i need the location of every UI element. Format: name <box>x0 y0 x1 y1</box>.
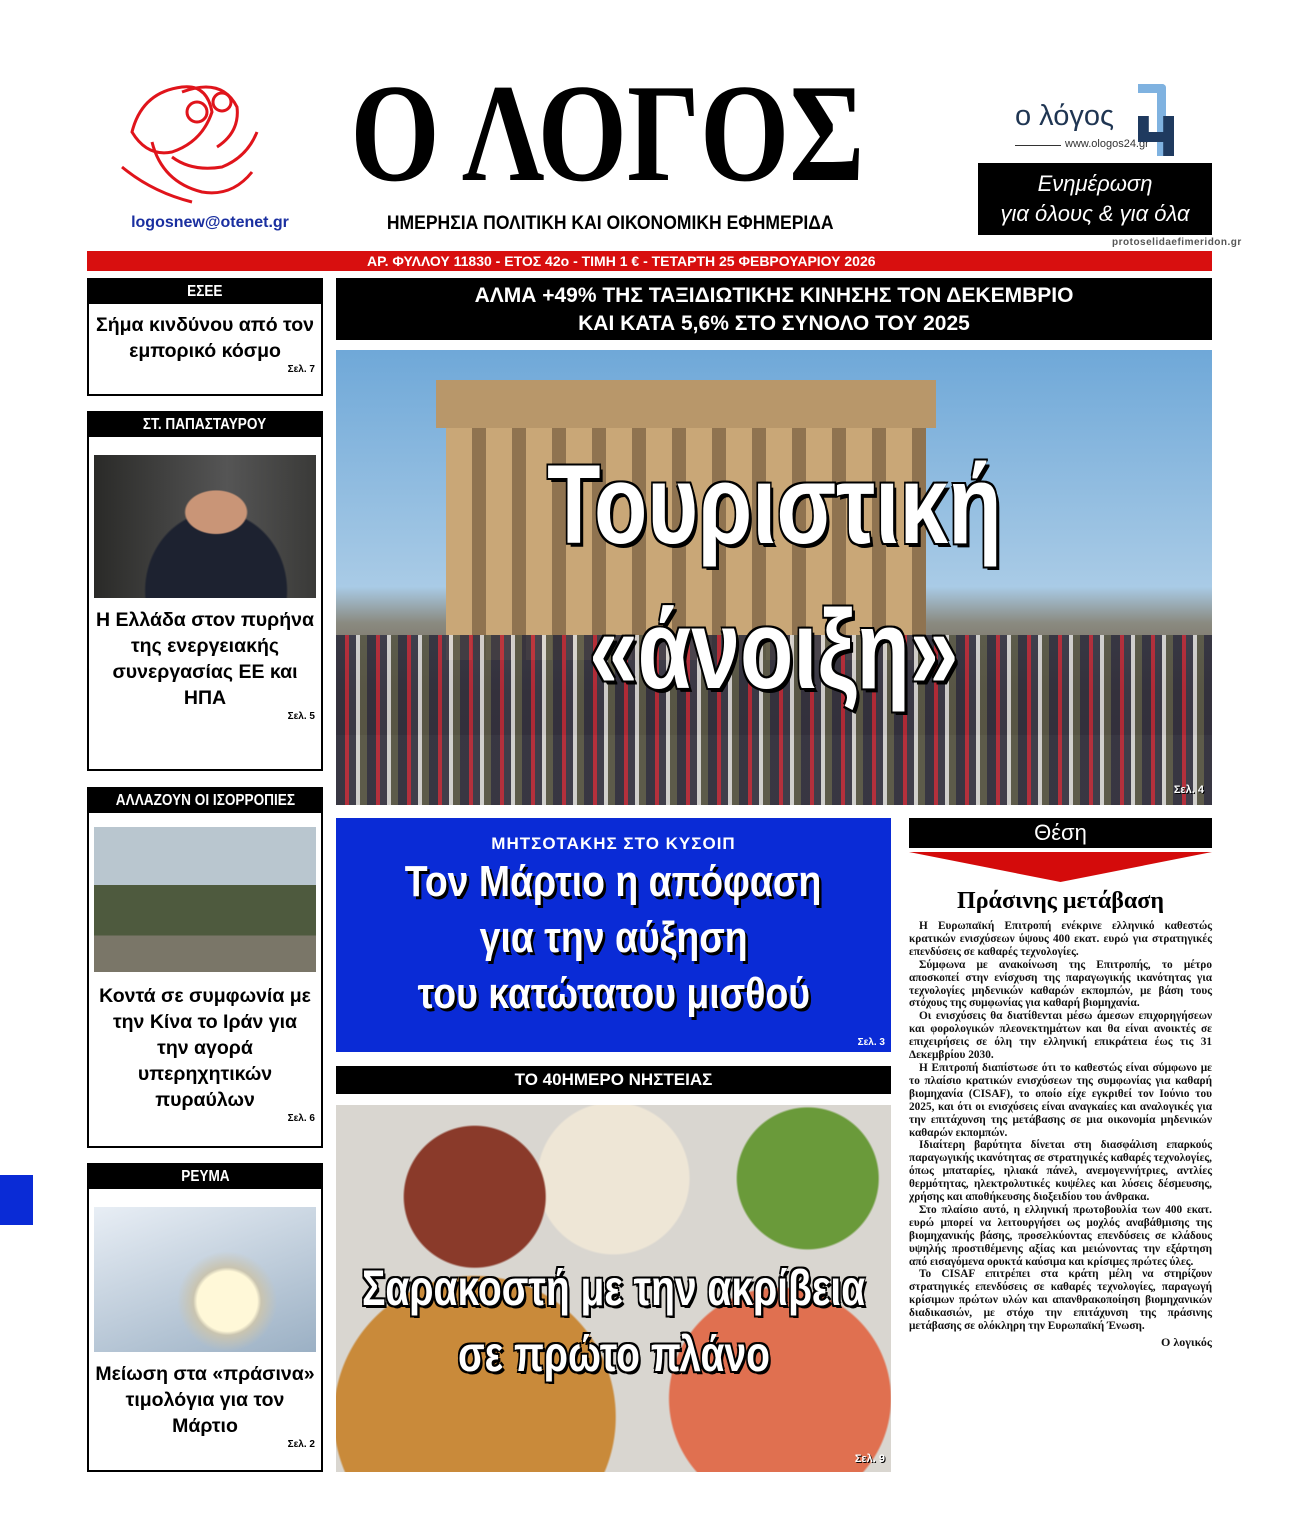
food-headline-line-2: σε πρώτο πλάνο <box>457 1326 770 1382</box>
paragraph: Σύμφωνα με ανακοίνωση της Επιτροπής, το μέτρο αποσκοπεί στην ενίσχυση της παραγωγικής ικανότητας για τεχνολογίες μηδενικών καθαρών εκπομπών, με βάση τους στόχους της συμφωνίας για καθαρή βιομηχανία. <box>909 958 1212 1010</box>
story-body <box>89 1361 321 1451</box>
online-logo-url: www.ologos24.gr <box>1065 138 1149 150</box>
headline-row-1 <box>336 854 891 910</box>
left-story-iran[interactable] <box>87 787 323 1148</box>
left-story-esee[interactable] <box>87 278 323 396</box>
wage-story-box[interactable] <box>336 818 891 1052</box>
story-headline: Κοντά σε συμφωνία με την Κίνα το Ιράν για την αγορά υπερηχητικών πυραύλων <box>99 985 311 1111</box>
story-label-bar <box>89 413 321 437</box>
red-triangle-ornament <box>909 852 1212 882</box>
paragraph: Το CISAF επιτρέπει στα κράτη μέλη να στηρίζουν στρατηγικές επενδύσεις σε καθαρές τεχνολογίες, παραγωγή κρίσιμων πρώτων υλών και απανθρακοποίηση βιομηχανικών διαδικασιών, με στόχο την επιτάχυνση της πράσινης μετάβασης σε ολόκληρη την Ευρωπαϊκή Ένωση. <box>909 1268 1212 1333</box>
page-ref: Σελ. 5 <box>287 711 315 722</box>
page-ref: Σελ. 9 <box>854 1453 885 1465</box>
story-headline: Σήμα κινδύνου από τον εμπορικό κόσμο <box>96 314 314 362</box>
newspaper-logo-figures <box>112 72 267 207</box>
lent-food-photo[interactable] <box>336 1105 891 1472</box>
online-edition-logo[interactable] <box>1010 78 1180 158</box>
slogan-line-1: Ενημέρωση <box>1037 171 1153 196</box>
headline-row-3 <box>336 966 891 1022</box>
top-banner[interactable] <box>336 278 1212 340</box>
headline-line-1: Τον Μάρτιο η απόφαση <box>405 857 822 906</box>
hero-headline-line-1: Τουριστική <box>546 442 1002 567</box>
story-label: ΕΣΕΕ <box>187 283 223 300</box>
page-ref: Σελ. 4 <box>1173 784 1204 796</box>
food-headline <box>336 1255 891 1387</box>
missile-photo <box>94 827 316 972</box>
editorial-signature: Ο λογικός <box>1161 1335 1212 1349</box>
left-story-electricity[interactable] <box>87 1163 323 1472</box>
story-label-bar <box>89 280 321 304</box>
paragraph: Η Ευρωπαϊκή Επιτροπή ενέκρινε ελληνικό καθεστώς κρατικών ενισχύσεων ύψους 400 εκατ. ευρώ για στρατηγικές επενδύσεις σε καθαρές τεχνολογίες. <box>909 920 1212 958</box>
portrait-photo <box>94 455 316 598</box>
story-body <box>89 312 321 376</box>
paragraph: Στο πλαίσιο αυτό, η ελληνική πρωτοβουλία των 400 εκατ. ευρώ μπορεί να λειτουργήσει ως μοχλός αναβάθμισης της βιομηχανικής βάσης, προσελκύοντας επενδύσεις σε κλάδους υψηλής προστιθέμενης αξίας και μειώνοντας την εξάρτηση από εισαγόμενα ορυκτά καύσιμα και κρίσιμες πρώτες ύλες. <box>909 1203 1212 1268</box>
masthead-subtitle: ΗΜΕΡΗΣΙΑ ΠΟΛΙΤΙΚΗ ΚΑΙ ΟΙΚΟΝΟΜΙΚΗ ΕΦΗΜΕΡΙΔΑ <box>386 212 834 234</box>
page-ref: Σελ. 2 <box>287 1439 315 1450</box>
paragraph: Ιδιαίτερη βαρύτητα δίνεται στη διασφάλιση επαρκούς παραγωγικής ικανότητας σε στρατηγικές καθαρές τεχνολογίες, όπως μπαταρίες, ηλιακά πάνελ, ανεμογεννήτριες, αντλίες θερμότητας, ηλεκτρολυτικές κυψέλες και λύσεις δέσμευσης, χρήσης και αποθήκευσης διοξειδίου του άνθρακα. <box>909 1139 1212 1204</box>
lent-label: ΤΟ 40ΗΜΕΡΟ ΝΗΣΤΕΙΑΣ <box>336 1066 891 1094</box>
masthead-subtitle-row <box>300 211 920 235</box>
story-body <box>89 607 321 723</box>
page-ref: Σελ. 6 <box>287 1113 315 1124</box>
editorial-body <box>909 920 1212 1349</box>
food-headline-row-1 <box>336 1255 891 1321</box>
online-logo-name: ο λόγος <box>1015 100 1114 132</box>
story-kicker: ΜΗΤΣΟΤΑΚΗΣ ΣΤΟ ΚΥΣΟΙΠ <box>491 834 736 853</box>
headline-line-2: για την αύξηση <box>479 913 748 962</box>
hero-headline-line-2: «άνοιξη» <box>589 587 959 712</box>
story-label-bar <box>89 789 321 813</box>
story-headline: Μείωση στα «πράσινα» τιμολόγια για τον Μάρτιο <box>95 1363 315 1437</box>
banner-line-1: ΑΛΜΑ +49% ΤΗΣ ΤΑΞΙΔΙΩΤΙΚΗΣ ΚΙΝΗΣΗΣ ΤΟΝ ΔΕΚΕΜΒΡΙΟ <box>474 284 1074 307</box>
paragraph: Η Επιτροπή διαπίστωσε ότι το καθεστώς είναι σύμφωνο με το πλαίσιο κρατικών ενισχύσεων της συμφωνίας για καθαρή βιομηχανία (CISAF), το οποίο είχε εγκριθεί τον Ιούνιο του 2025, και ότι οι ενισχύσεις είναι αναγκαίες και αναλογικές για την επιτάχυνση της μετάβασης σε μια οικονομία μηδενικών καθαρών εκπομπών. <box>909 1061 1212 1139</box>
masthead-title: Ο ΛΟΓΟΣ <box>350 56 865 211</box>
page-ref: Σελ. 3 <box>857 1037 885 1048</box>
contact-email[interactable]: logosnew@otenet.gr <box>131 214 289 231</box>
story-label: ΣΤ. ΠΑΠΑΣΤΑΥΡΟΥ <box>143 416 267 433</box>
slogan-line-2: για όλους & για όλα <box>1000 201 1190 226</box>
food-headline-line-1: Σαρακοστή με την ακρίβεια <box>361 1260 866 1316</box>
bill-bulb-photo <box>94 1207 316 1352</box>
editorial-section-label: Θέση <box>909 818 1212 848</box>
logo-divider <box>1015 145 1061 146</box>
left-story-papastavrou[interactable] <box>87 411 323 771</box>
page-ref: Σελ. 7 <box>287 364 315 375</box>
issue-info-bar: ΑΡ. ΦΥΛΛΟΥ 11830 - ΕΤΟΣ 42ο - ΤΙΜΗ 1 € - ΤΕΤΑΡΤΗ 25 ΦΕΒΡΟΥΑΡΙΟΥ 2026 <box>87 251 1212 271</box>
hero-photo-parthenon[interactable] <box>336 350 1212 805</box>
story-label: ΡΕΥΜΑ <box>180 1168 230 1185</box>
story-label: ΑΛΛΑΖΟΥΝ ΟΙ ΙΣΟΡΡΟΠΙΕΣ <box>115 792 295 809</box>
paragraph: Οι ενισχύσεις θα διατίθενται μέσω άμεσων επιχορηγήσεων και φορολογικών πλεονεκτημάτων και θα είναι ανοικτές σε επιχειρήσεις σε όλη την ελληνική επικράτεια έως τις 31 Δεκεμβρίου 2030. <box>909 1010 1212 1062</box>
watermark: protoselidaefimeridon.gr <box>1112 237 1242 248</box>
banner-line-2: ΚΑΙ ΚΑΤΑ 5,6% ΣΤΟ ΣΥΝΟΛΟ ΤΟΥ 2025 <box>578 312 970 335</box>
headline-line-3: του κατώτατου μισθού <box>417 969 810 1018</box>
hero-headline-row-2 <box>336 587 1212 712</box>
hero-headline-row-1 <box>336 442 1212 567</box>
editorial-title: Πράσινης μετάβαση <box>957 888 1164 914</box>
headline-row-2 <box>336 910 891 966</box>
story-label-bar <box>89 1165 321 1189</box>
masthead <box>300 56 915 211</box>
slogan-box <box>978 163 1212 235</box>
side-tab[interactable] <box>0 1175 33 1225</box>
story-headline: Η Ελλάδα στον πυρήνα της ενεργειακής συνεργασίας ΕΕ και ΗΠΑ <box>96 609 314 709</box>
story-body <box>89 983 321 1125</box>
food-headline-row-2 <box>336 1321 891 1387</box>
